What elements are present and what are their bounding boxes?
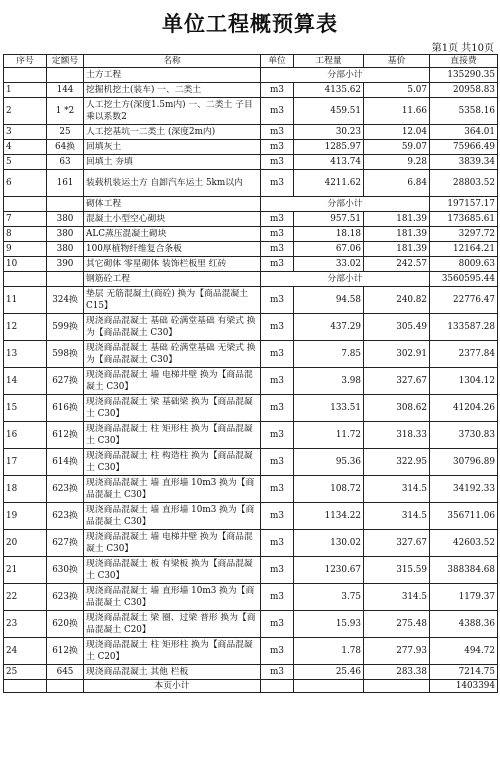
page-number-info: 第1页 共10页 (431, 43, 494, 54)
cell-unit: m3 (261, 476, 294, 503)
cell-price: 6.84 (364, 170, 430, 197)
section-subtotal-label: 分部小计 (261, 272, 430, 287)
table-row (4, 530, 498, 557)
cell-price: 315.59 (364, 557, 430, 584)
cell-cost: 3730.83 (430, 422, 498, 449)
cell-no: 16 (4, 422, 47, 449)
table-row (4, 395, 498, 422)
cell-price: 181.39 (364, 227, 430, 242)
cell-name: 人工挖基坑一二类土 (深度2m内) (84, 125, 261, 140)
cell-price: 11.66 (364, 98, 430, 125)
table-row (4, 422, 498, 449)
cell-cost: 22776.47 (430, 287, 498, 314)
cell-name: 现浇商品混凝土 柱 构造柱 换为【商品混凝土 C30】 (84, 449, 261, 476)
table-row (4, 227, 498, 242)
cell-code: 380 (47, 242, 84, 257)
cell-code: 623换 (47, 584, 84, 611)
cell-unit: m3 (261, 227, 294, 242)
section-row (4, 272, 498, 287)
cell-code: 380 (47, 212, 84, 227)
cell-name: 100厚植物纤维复合条板 (84, 242, 261, 257)
cell-name: 现浇商品混凝土 梁 圈、过梁 普形 换为【商品混凝土 C20】 (84, 611, 261, 638)
cell-cost: 173685.61 (430, 212, 498, 227)
cell-qty: 18.18 (294, 227, 364, 242)
cell-qty: 133.51 (294, 395, 364, 422)
cell-name: 现浇商品混凝土 墙 直形墙 10m3 换为【商品混凝土 C30】 (84, 503, 261, 530)
cell-cost: 12164.21 (430, 242, 498, 257)
cell-cost: 388384.68 (430, 557, 498, 584)
cell-no: 5 (4, 155, 47, 170)
cell-price: 314.5 (364, 584, 430, 611)
cell-name: 现浇商品混凝土 梁 基础梁 换为【商品混凝土 C30】 (84, 395, 261, 422)
table-row (4, 314, 498, 341)
table-row (4, 155, 498, 170)
cell-no: 19 (4, 503, 47, 530)
cell-code: 598换 (47, 341, 84, 368)
cell-unit: m3 (261, 611, 294, 638)
cell-cost: 5358.16 (430, 98, 498, 125)
cell-qty: 459.51 (294, 98, 364, 125)
cell-name: ALC蒸压混凝土砌块 (84, 227, 261, 242)
cell-no: 20 (4, 530, 47, 557)
cell-no: 24 (4, 638, 47, 665)
cell-cost: 7214.75 (430, 665, 498, 680)
cell-price: 12.04 (364, 125, 430, 140)
cell-unit: m3 (261, 287, 294, 314)
cell-name: 现浇商品混凝土 墙 直形墙 10m3 换为【商品混凝土 C30】 (84, 584, 261, 611)
cell-price: 283.38 (364, 665, 430, 680)
cell-code (47, 68, 84, 83)
cell-price: 5.07 (364, 83, 430, 98)
section-subtotal: 135290.35 (430, 68, 498, 83)
cell-price: 242.57 (364, 257, 430, 272)
cell-price: 327.67 (364, 530, 430, 557)
cell-qty: 11.72 (294, 422, 364, 449)
cell-qty: 33.02 (294, 257, 364, 272)
cell-unit: m3 (261, 395, 294, 422)
cell-qty: 3.98 (294, 368, 364, 395)
cell-unit: m3 (261, 155, 294, 170)
header-code: 定额号 (47, 55, 84, 68)
cell-cost: 2377.84 (430, 341, 498, 368)
cell-name: 现浇商品混凝土 墙 电梯井壁 换为【商品混凝土 C30】 (84, 530, 261, 557)
cell-qty: 67.06 (294, 242, 364, 257)
cell-price: 181.39 (364, 212, 430, 227)
cell-no (4, 680, 47, 693)
header-unit: 单位 (261, 55, 294, 68)
table-row (4, 368, 498, 395)
table-row (4, 638, 498, 665)
cell-unit: m3 (261, 449, 294, 476)
cell-cost: 1304.12 (430, 368, 498, 395)
cell-cost: 364.01 (430, 125, 498, 140)
cell-price: 308.62 (364, 395, 430, 422)
page-title: 单位工程概预算表 (162, 12, 338, 36)
cell-unit: m3 (261, 98, 294, 125)
cell-price: 181.39 (364, 242, 430, 257)
cell-code: 630换 (47, 557, 84, 584)
cell-name: 现浇商品混凝土 其他 栏板 (84, 665, 261, 680)
cell-no (4, 68, 47, 83)
cell-no: 18 (4, 476, 47, 503)
section-subtotal: 197157.17 (430, 197, 498, 212)
page-subtotal-label: 本页小计 (84, 680, 261, 693)
cell-no: 10 (4, 257, 47, 272)
cell-price: 305.49 (364, 314, 430, 341)
cell-code: 144 (47, 83, 84, 98)
cell-no: 8 (4, 227, 47, 242)
cell-no: 7 (4, 212, 47, 227)
cell-cost: 20958.83 (430, 83, 498, 98)
cell-code: 324换 (47, 287, 84, 314)
cell-price: 314.5 (364, 476, 430, 503)
cell-qty: 25.46 (294, 665, 364, 680)
cell-unit: m3 (261, 665, 294, 680)
cell-cost: 75966.49 (430, 140, 498, 155)
cell-code: 599换 (47, 314, 84, 341)
cell-qty: 4135.62 (294, 83, 364, 98)
section-name: 砌体工程 (84, 197, 261, 212)
cell-cost: 3839.34 (430, 155, 498, 170)
cell-no: 6 (4, 170, 47, 197)
cell-name: 现浇商品混凝土 板 有梁板 换为【商品混凝土 C30】 (84, 557, 261, 584)
cell-name: 现浇商品混凝土 墙 电梯井壁 换为【商品混凝土 C30】 (84, 368, 261, 395)
cell-qty: 130.02 (294, 530, 364, 557)
table-row (4, 503, 498, 530)
cell-qty: 1230.67 (294, 557, 364, 584)
cell-unit: m3 (261, 125, 294, 140)
table-row (4, 287, 498, 314)
cell-qty (294, 680, 364, 693)
table-row (4, 98, 498, 125)
cell-no: 2 (4, 98, 47, 125)
cell-cost: 42603.52 (430, 530, 498, 557)
cell-code: 616换 (47, 395, 84, 422)
cell-name: 回填灰土 (84, 140, 261, 155)
cell-code (47, 272, 84, 287)
cell-name: 现浇商品混凝土 柱 矩形柱 换为【商品混凝土 C20】 (84, 638, 261, 665)
section-row (4, 197, 498, 212)
cell-code: 64换 (47, 140, 84, 155)
cell-unit: m3 (261, 584, 294, 611)
cell-name: 挖掘机挖土(装车) 一、二类土 (84, 83, 261, 98)
cell-qty: 94.58 (294, 287, 364, 314)
page-subtotal-row (4, 680, 498, 693)
cell-code: 25 (47, 125, 84, 140)
cell-code: 612换 (47, 422, 84, 449)
cell-code: 63 (47, 155, 84, 170)
cell-unit: m3 (261, 212, 294, 227)
cell-code: 1 *2 (47, 98, 84, 125)
cell-price: 322.95 (364, 449, 430, 476)
cell-code: 390 (47, 257, 84, 272)
header-cost: 直接费 (430, 55, 498, 68)
cell-cost: 1179.37 (430, 584, 498, 611)
cell-price: 59.07 (364, 140, 430, 155)
table-header-row (4, 55, 498, 68)
cell-price: 318.33 (364, 422, 430, 449)
cell-qty: 1.78 (294, 638, 364, 665)
cell-unit: m3 (261, 503, 294, 530)
table-body (4, 68, 498, 693)
cell-cost: 4388.36 (430, 611, 498, 638)
header-no: 序号 (4, 55, 47, 68)
cell-name: 装载机装运土方 自卸汽车运土 5km以内 (84, 170, 261, 197)
cell-code: 612换 (47, 638, 84, 665)
cell-cost: 356711.06 (430, 503, 498, 530)
table-row (4, 557, 498, 584)
cell-cost: 30796.89 (430, 449, 498, 476)
cell-code (47, 197, 84, 212)
cell-cost: 41204.26 (430, 395, 498, 422)
cell-no: 13 (4, 341, 47, 368)
cell-cost: 3297.72 (430, 227, 498, 242)
cell-price: 327.67 (364, 368, 430, 395)
cell-no (4, 272, 47, 287)
cell-name: 现浇商品混凝土 墙 直形墙 10m3 换为【商品混凝土 C30】 (84, 476, 261, 503)
header-qty: 工程量 (294, 55, 364, 68)
cell-qty: 30.23 (294, 125, 364, 140)
cell-no (4, 197, 47, 212)
cell-unit: m3 (261, 368, 294, 395)
cell-unit: m3 (261, 83, 294, 98)
cell-code: 620换 (47, 611, 84, 638)
cell-qty: 413.74 (294, 155, 364, 170)
table-row (4, 125, 498, 140)
cell-name: 现浇商品混凝土 柱 矩形柱 换为【商品混凝土 C30】 (84, 422, 261, 449)
cell-no: 15 (4, 395, 47, 422)
cell-unit: m3 (261, 530, 294, 557)
cell-name: 现浇商品混凝土 基础 砼满堂基础 无梁式 换为【商品混凝土 C30】 (84, 341, 261, 368)
cell-qty: 4211.62 (294, 170, 364, 197)
cell-name: 混凝土小型空心砌块 (84, 212, 261, 227)
cell-qty: 957.51 (294, 212, 364, 227)
cell-unit: m3 (261, 638, 294, 665)
table-row (4, 257, 498, 272)
cell-unit: m3 (261, 314, 294, 341)
cell-qty: 1134.22 (294, 503, 364, 530)
cell-unit: m3 (261, 170, 294, 197)
section-subtotal-label: 分部小计 (261, 68, 430, 83)
cell-no: 4 (4, 140, 47, 155)
cell-no: 9 (4, 242, 47, 257)
table-row (4, 476, 498, 503)
cell-code: 627换 (47, 368, 84, 395)
section-name: 土方工程 (84, 68, 261, 83)
cell-no: 25 (4, 665, 47, 680)
budget-table (3, 54, 498, 693)
cell-price: 314.5 (364, 503, 430, 530)
cell-qty: 15.93 (294, 611, 364, 638)
cell-code (47, 680, 84, 693)
cell-cost: 34192.33 (430, 476, 498, 503)
cell-price: 302.91 (364, 341, 430, 368)
cell-unit: m3 (261, 140, 294, 155)
table-row (4, 140, 498, 155)
cell-qty: 7.85 (294, 341, 364, 368)
cell-price: 9.28 (364, 155, 430, 170)
cell-code: 623换 (47, 503, 84, 530)
cell-code: 380 (47, 227, 84, 242)
cell-no: 22 (4, 584, 47, 611)
cell-unit: m3 (261, 242, 294, 257)
section-name: 钢筋砼工程 (84, 272, 261, 287)
cell-code: 627换 (47, 530, 84, 557)
cell-cost: 494.72 (430, 638, 498, 665)
cell-unit: m3 (261, 341, 294, 368)
cell-name: 人工挖土方(深度1.5m内) 一、二类土 子目乘以系数2 (84, 98, 261, 125)
cell-cost: 28803.52 (430, 170, 498, 197)
section-row (4, 68, 498, 83)
cell-name: 回填土 夯填 (84, 155, 261, 170)
section-subtotal: 3560595.44 (430, 272, 498, 287)
table-row (4, 449, 498, 476)
cell-no: 14 (4, 368, 47, 395)
cell-qty: 108.72 (294, 476, 364, 503)
section-subtotal-label: 分部小计 (261, 197, 430, 212)
cell-qty: 1285.97 (294, 140, 364, 155)
table-row (4, 83, 498, 98)
table-row (4, 341, 498, 368)
cell-no: 23 (4, 611, 47, 638)
cell-name: 现浇商品混凝土 基础 砼满堂基础 有梁式 换为【商品混凝土 C30】 (84, 314, 261, 341)
table-row (4, 665, 498, 680)
cell-qty: 437.29 (294, 314, 364, 341)
header-price: 基价 (364, 55, 430, 68)
cell-price: 275.48 (364, 611, 430, 638)
cell-name: 垫层 无筋混凝土(商砼) 换为【商品混凝土 C15】 (84, 287, 261, 314)
table-row (4, 584, 498, 611)
cell-code: 645 (47, 665, 84, 680)
cell-unit (261, 680, 294, 693)
table-row (4, 170, 498, 197)
cell-no: 17 (4, 449, 47, 476)
cell-cost: 133587.28 (430, 314, 498, 341)
cell-price: 240.82 (364, 287, 430, 314)
cell-qty: 95.36 (294, 449, 364, 476)
cell-unit: m3 (261, 557, 294, 584)
cell-price: 277.93 (364, 638, 430, 665)
cell-no: 3 (4, 125, 47, 140)
cell-name: 其它砌体 零星砌体 装饰栏板里 红砖 (84, 257, 261, 272)
cell-no: 12 (4, 314, 47, 341)
page-subtotal: 1403394 (430, 680, 498, 693)
cell-cost: 8009.63 (430, 257, 498, 272)
cell-code: 614换 (47, 449, 84, 476)
header-name: 名称 (84, 55, 261, 68)
cell-qty: 3.75 (294, 584, 364, 611)
table-row (4, 611, 498, 638)
cell-code: 161 (47, 170, 84, 197)
cell-unit: m3 (261, 257, 294, 272)
table-row (4, 242, 498, 257)
cell-unit: m3 (261, 422, 294, 449)
cell-no: 21 (4, 557, 47, 584)
cell-no: 1 (4, 83, 47, 98)
table-row (4, 212, 498, 227)
cell-price (364, 680, 430, 693)
cell-code: 623换 (47, 476, 84, 503)
cell-no: 11 (4, 287, 47, 314)
